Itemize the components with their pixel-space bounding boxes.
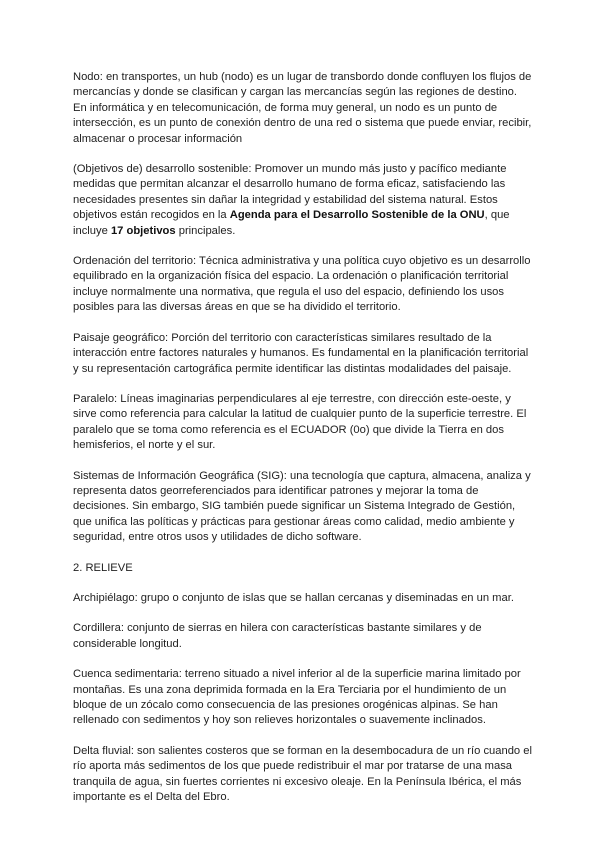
nodo-informatics-text: En informática y en telecomunicación, de forma muy general, un nodo es un punto de intersección, es un punto de conexión dentro de una red o sistema que puede enviar, recibir, almacenar o procesar información <box>73 101 532 145</box>
definition-paisaje-geografico: Paisaje geográfico: Porción del territorio con características similares resultado de la interacción entre factores naturales y humanos. Es fundamental en la planificación territorial y su representación cartográfica permite identificar las distintas modalidades del paisaje. <box>73 331 529 375</box>
ods-agenda-bold: Agenda para el Desarrollo Sostenible de la ONU <box>229 209 485 222</box>
definition-delta-fluvial: Delta fluvial: son salientes costeros que se forman en la desembocadura de un río cuando el río aporta más sedimentos de los que puede redistribuir el mar por tratarse de una masa tranquila de agua, sin fuertes corrientes ni excesivo oleaje. En la Península Ibérica, el más importante es el Delta del Ebro. <box>73 744 532 804</box>
definition-paralelo: Paralelo: Líneas imaginarias perpendiculares al eje terrestre, con dirección este-oeste, y sirve como referencia para calcular la latitud de cualquier punto de la superficie terrestre. El paralelo que se toma como referencia es el ECUADOR (0o) que divide la Tierra en dos hemisferios, el norte y el sur. <box>73 392 527 452</box>
definition-nodo <box>73 70 533 147</box>
definition-archipielago: Archipiélago: grupo o conjunto de islas que se hallan cercanas y diseminadas en un mar. <box>73 591 514 604</box>
ods-objectives-bold: 17 objetivos <box>110 224 176 237</box>
definition-cuenca-sedimentaria: Cuenca sedimentaria: terreno situado a nivel inferior al de la superficie marina limitado por montañas. Es una zona deprimida formada en la Era Terciaria por el hundimiento de un bloque de un zócalo como consecuencia de las presiones orogénicas alpinas. Se han rellenado con sedimentos y hoy son relieves horizontales o suavemente inclinados. <box>73 668 521 727</box>
definition-ordenacion-territorio: Ordenación del territorio: Técnica administrativa y una política cuyo objetivo es un desarrollo equilibrado en la organización física del espacio. La ordenación o planificación territorial incluye normalmente una normativa, que regula el uso del espacio, definiendo los usos posibles para las diversas áreas en que se ha dividido el territorio. <box>73 255 531 314</box>
definition-desarrollo-sostenible <box>73 162 533 239</box>
ods-text-b: , que incluye <box>73 209 510 237</box>
definition-cordillera: Cordillera: conjunto de sierras en hilera con características bastante similares y de considerable longitud. <box>73 622 482 650</box>
definition-sig: Sistemas de Información Geográfica (SIG): una tecnología que captura, almacena, analiza y representa datos georreferenciados para identificar patrones y mejorar la toma de decisiones. Sin embargo, SIG también puede significar un Sistema Integrado de Gestión, que unifica las políticas y prácticas para gestionar áreas como calidad, medio ambiente y seguridad, entre otros usos y utilidades de dicho software. <box>73 469 531 544</box>
section-heading-relieve: 2. RELIEVE <box>73 561 133 574</box>
ods-text-a: (Objetivos de) desarrollo sostenible: Promover un mundo más justo y pacífico mediante medidas que permitan alcanzar el desarrollo humano de forma eficaz, satisfaciendo las necesidades presentes sin dañar la integridad y estabilidad del sistema natural. Estos objetivos están recogidos en la <box>73 163 507 222</box>
document-body <box>73 70 533 820</box>
nodo-transport-text: Nodo: en transportes, un hub (nodo) es un lugar de transbordo donde confluyen los flujos de mercancías y donde se clasifican y cargan las mercancías según las regiones de destino. <box>73 71 532 99</box>
ods-text-c: principales. <box>175 224 236 237</box>
